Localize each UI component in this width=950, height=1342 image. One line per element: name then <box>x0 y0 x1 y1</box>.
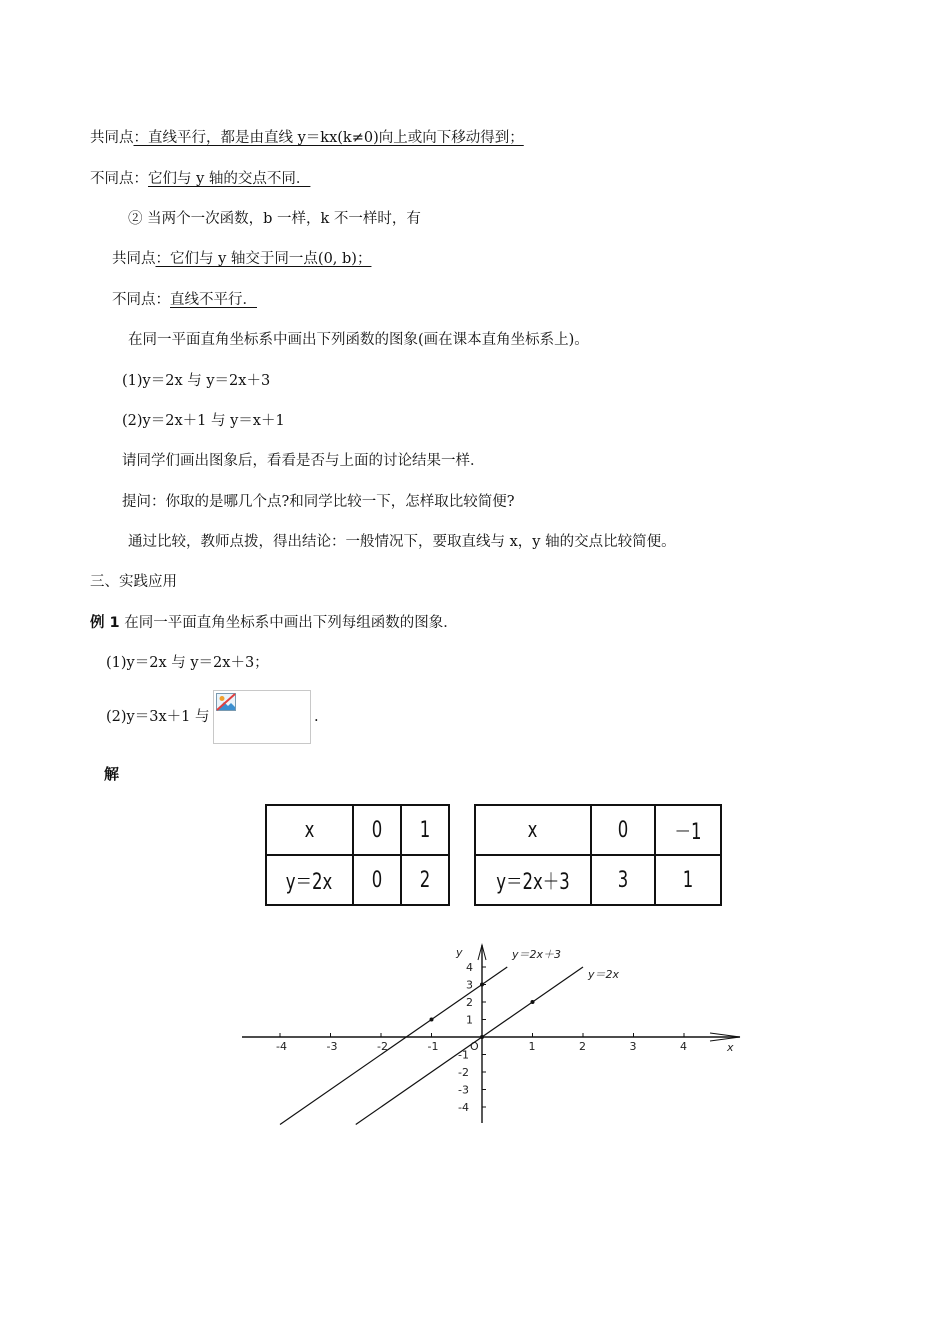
y-tick-label: -3 <box>458 1083 469 1097</box>
cell-text: 0 <box>371 817 383 843</box>
y-tick-label: -1 <box>458 1048 469 1062</box>
value-table-y-2x-plus-3 <box>474 804 722 906</box>
cell-text: x <box>528 817 538 843</box>
series-label: y＝2x <box>588 968 620 981</box>
label-common: 共同点 <box>90 130 134 146</box>
line-example-1 <box>90 613 458 633</box>
x-tick-label: -3 <box>326 1040 338 1053</box>
y-tick-label: -2 <box>458 1066 469 1079</box>
x-tick-label: 2 <box>579 1040 586 1053</box>
line-question: 提问：你取的是哪几个点?和同学比较一下，怎样取比较简便? <box>122 494 515 510</box>
x-tick-label: 1 <box>528 1040 536 1053</box>
line-example-part-2: (2)y＝3x＋1 与 <box>106 709 210 725</box>
y-tick-label: 2 <box>466 996 473 1009</box>
coordinate-graph <box>240 940 750 1130</box>
cell-text: 0 <box>371 867 383 893</box>
x-tick-label: -2 <box>377 1040 388 1053</box>
cell-text: 2 <box>419 867 431 893</box>
table-cell <box>401 805 449 855</box>
table-cell <box>266 855 353 905</box>
table-cell <box>353 805 401 855</box>
x-tick-label: 3 <box>629 1040 637 1053</box>
cell-text: 0 <box>617 817 629 843</box>
table-cell <box>353 855 401 905</box>
marked-point <box>531 1000 535 1004</box>
series-label: y＝2x＋3 <box>512 948 562 961</box>
line-instruction: 在同一平面直角坐标系中画出下列函数的图象(画在课本直角坐标系上)。 <box>128 332 589 348</box>
cell-text: －1 <box>674 819 702 845</box>
x-tick-label: 4 <box>680 1040 687 1053</box>
table-row <box>475 855 721 905</box>
marked-point <box>430 1018 434 1022</box>
section-heading: 三、实践应用 <box>90 574 177 590</box>
cell-text: y＝2x <box>286 869 333 895</box>
value-table-y-2x <box>265 804 450 906</box>
common-point-text-1: ：直线平行，都是由直线 y＝kx(k≠0)向上或向下移动得到； <box>133 130 524 146</box>
table-cell <box>266 805 353 855</box>
table-cell <box>475 805 591 855</box>
marked-point <box>480 983 484 987</box>
line-difference-1 <box>90 169 310 189</box>
cell-text: y＝2x＋3 <box>496 869 570 895</box>
label-common-2: 共同点 <box>112 251 156 267</box>
y-tick-label: 4 <box>466 961 473 974</box>
example-label: 例 1 <box>90 615 120 631</box>
line-case-2: ② 当两个一次函数，b 一样，k 不一样时，有 <box>128 211 421 227</box>
line-difference-2 <box>112 290 257 310</box>
y-tick-label: 3 <box>466 978 473 992</box>
table-cell <box>401 855 449 905</box>
cell-text: 3 <box>617 867 629 893</box>
table-cell <box>655 855 721 905</box>
label-difference-2: 不同点： <box>112 292 170 308</box>
broken-image-placeholder <box>213 690 311 744</box>
example-text: 在同一平面直角坐标系中画出下列每组函数的图象． <box>119 615 458 631</box>
x-tick-label: -4 <box>276 1040 287 1053</box>
difference-text-2: 直线不平行． <box>170 292 257 308</box>
y-tick-label: -4 <box>458 1101 469 1114</box>
line-prompt: 请同学们画出图象后，看看是否与上面的讨论结果一样． <box>122 453 485 469</box>
cell-text: 1 <box>682 867 694 893</box>
line-common-point-2 <box>112 249 371 269</box>
line-conclusion: 通过比较，教师点拨，得出结论：一般情况下，要取直线与 x，y 轴的交点比较简便。 <box>128 534 676 550</box>
cell-text: 1 <box>419 817 431 843</box>
table-cell <box>475 855 591 905</box>
broken-image-icon <box>216 693 236 711</box>
line-example-part-1: (1)y＝2x 与 y＝2x＋3； <box>106 655 269 671</box>
table-cell <box>591 805 655 855</box>
table-cell <box>655 805 721 855</box>
origin-label: O <box>470 1040 479 1053</box>
table-cell <box>591 855 655 905</box>
cell-text: x <box>304 817 315 843</box>
difference-text-1: 它们与 y 轴的交点不同． <box>148 171 311 187</box>
y-axis-label: y <box>456 946 463 959</box>
line-exercise-1: (1)y＝2x 与 y＝2x＋3 <box>122 373 271 389</box>
y-tick-label: 1 <box>466 1013 473 1027</box>
table-row <box>475 805 721 855</box>
line-example-part-2-end: . <box>314 709 319 725</box>
label-difference: 不同点： <box>90 171 148 187</box>
x-tick-label: -1 <box>427 1040 439 1053</box>
line-common-point-1 <box>90 128 524 148</box>
table-row <box>266 855 449 905</box>
x-axis-label: x <box>727 1041 734 1054</box>
solution-label: 解 <box>104 765 120 783</box>
common-point-text-2: ：它们与 y 轴交于同一点(0, b)； <box>155 251 372 267</box>
table-row <box>266 805 449 855</box>
marked-point <box>480 1035 484 1039</box>
line-exercise-2: (2)y＝2x＋1 与 y＝x＋1 <box>122 413 285 429</box>
